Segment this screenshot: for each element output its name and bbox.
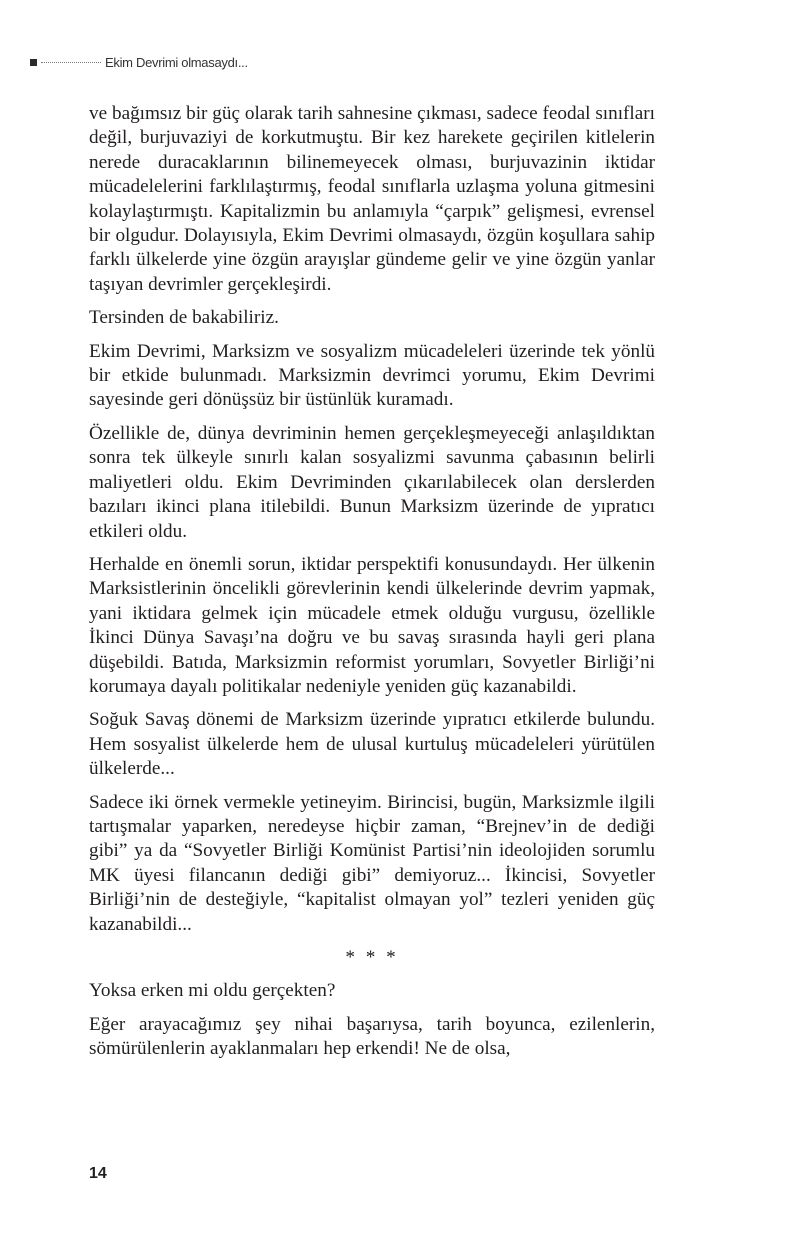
header-square-icon [30, 59, 37, 66]
page-number: 14 [89, 1165, 107, 1182]
header-dotted-rule [41, 62, 101, 63]
paragraph: Eğer arayacağımız şey nihai başarıysa, tarih boyunca, ezilenlerin, sömürülenlerin ayaklanmaları hep erkendi! Ne de olsa, [89, 1013, 655, 1060]
paragraph: Ekim Devrimi, Marksizm ve sosyalizm mücadeleleri üzerinde tek yönlü bir etkide bulunmadı. Marksizmin devrimci yorumu, Ekim Devrimi sayesinde geri dönüşsüz bir üstünlük kuramadı. [89, 340, 655, 411]
section-separator: * * * [345, 947, 399, 968]
paragraph: Tersinden de bakabiliriz. [89, 307, 279, 329]
paragraph: Özellikle de, dünya devriminin hemen gerçekleşmeyeceği anlaşıldıktan sonra tek ülkeyle sınırlı kalan sosyalizmi savunma çabasının belirli maliyetleri oldu. Ekim Devriminden çıkarılabilecek olan derslerden bazıları ikinci plana itilebildi. Bunun Marksizm üzerinde de yıpratıcı etkileri oldu. [89, 422, 655, 542]
paragraph: Sadece iki örnek vermekle yetineyim. Birincisi, bugün, Marksizmle ilgili tartışmalar yaparken, neredeyse hiçbir zaman, “Brejnev’in de dediği gibi” ya da “Sovyetler Birliği Komünist Partisi’nin ideolojiden sorumlu MK üyesi filancanın dediği gibi” demiyoruz... İkincisi, Sovyetler Birliği’nin de desteğiyle, “kapitalist olmayan yol” tezleri yeniden güç kazanabildi... [89, 791, 655, 935]
page-body [89, 102, 655, 1071]
running-header [30, 53, 248, 71]
paragraph: Herhalde en önemli sorun, iktidar perspektifi konusundaydı. Her ülkenin Marksistlerinin öncelikli görevlerinin kendi ülkelerinde devrim yapmak, yani iktidara gelmek için mücadele etmek olduğu vurgusu, özellikle İkinci Dünya Savaşı’na doğru ve bu savaş sırasında hayli geri plana düşebildi. Batıda, Marksizmin reformist yorumları, Sovyetler Birliği’ni korumaya dayalı politikalar nedeniyle yeniden güç kazanabildi. [89, 553, 655, 697]
running-header-title: Ekim Devrimi olmasaydı... [105, 54, 248, 70]
paragraph: ve bağımsız bir güç olarak tarih sahnesine çıkması, sadece feodal sınıfları değil, burjuvaziyi de korkutmuştu. Bir kez harekete geçirilen kitlelerin nerede duracaklarının bilinemeyecek olması, burjuvazinin iktidar mücadelelerini farklılaştırmış, feodal sınıflarla uzlaşma yoluna gitmesini kolaylaştırmıştı. Kapitalizmin bu anlamıyla “çarpık” gelişmesi, evrensel bir olgudur. Dolayısıyla, Ekim Devrimi olmasaydı, özgün koşullara sahip farklı ülkelerde yine özgün arayışlar gündeme gelir ve yine özgün yanlar taşıyan devrimler gerçekleşirdi. [89, 103, 655, 295]
paragraph: Soğuk Savaş dönemi de Marksizm üzerinde yıpratıcı etkilerde bulundu. Hem sosyalist ülkelerde hem de ulusal kurtuluş mücadeleleri yürütülen ülkelerde... [89, 709, 655, 780]
paragraph: Yoksa erken mi oldu gerçekten? [89, 980, 336, 1002]
